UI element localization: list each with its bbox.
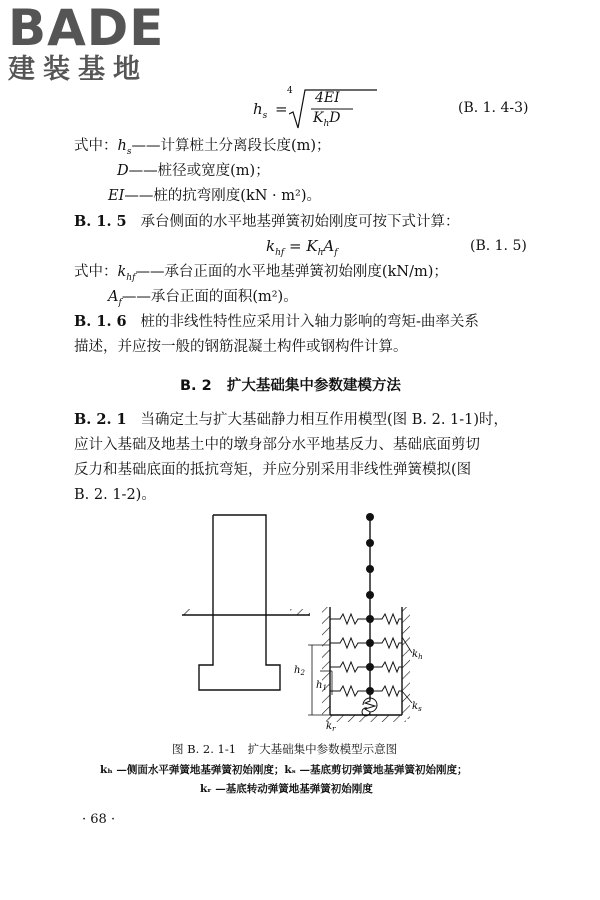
logo-brand: BADE [8,0,165,57]
pier-outline [199,515,280,690]
def-ei: EI——桩的抗弯刚度(kN · m²)。 [108,188,321,204]
clause-b16-line1: B. 1. 6 桩的非线性特性应采用计入轴力影响的弯矩-曲率关系 [74,313,479,330]
figure-b211 [180,505,440,735]
eq-lhs: h [253,100,263,118]
label-h1: $h_1$ [316,680,327,692]
eq-denom-sub: h [323,118,330,129]
section-heading: B. 2 扩大基础集中参数建模方法 [180,378,401,394]
figure-note-1: kₕ —侧面水平弹簧地基弹簧初始刚度；kₛ —基底剪切弹簧地基弹簧初始刚度； [100,764,468,776]
label-kr: $k_r$ [326,721,336,733]
label-h2: $h_2$ [294,665,305,677]
figure-note-2: kᵣ —基底转动弹簧地基弹簧初始刚度 [200,783,373,795]
eq-number-b143: (B. 1. 4-3) [458,100,529,116]
figure-caption: 图 B. 2. 1-1 扩大基础集中参数模型示意图 [172,742,398,756]
eq-number-b15: (B. 1. 5) [470,238,527,254]
page-number: · 68 · [82,812,116,827]
equation-b15: $k_{hf} = K_hA_f$ [266,237,338,258]
clause-b15: B. 1. 5 承台侧面的水平地基弹簧初始刚度可按下式计算： [74,213,460,230]
def-khf: 式中：$k_{hf}——$承台正面的水平地基弹簧初始刚度(kN/m)； [74,264,448,283]
equation-b143: $h_s$ = 4 4EI $K_hD$ [253,88,403,132]
logo-subtitle: 建装基地 [8,54,148,85]
logo [8,2,176,90]
clause-b16-line2: 描述，并应按一般的钢筋混凝土构件或钢构件计算。 [74,339,408,355]
eq-numerator: 4EI [315,90,340,106]
eq-lhs-sub: s [262,111,268,121]
def-af: $A_f——$承台正面的面积(m²)。 [108,289,298,308]
eq-denom-k: K [313,110,324,126]
clause-b21-line2: 应计入基础及地基土中的墩身部分水平地基反力、基础底面剪切 [74,437,480,453]
def-d: D——桩径或宽度(m)； [117,163,270,179]
clause-b21-line1: B. 2. 1 当确定土与扩大基础静力相互作用模型(图 B. 2. 1-1)时， [74,411,509,428]
clause-b21-line4: B. 2. 1-2)。 [74,487,156,503]
label-kh: $k_h$ [412,649,423,661]
label-ks: $k_s$ [412,701,422,713]
eq-denom-d: D [329,110,341,126]
clause-b21-line3: 反力和基础底面的抵抗弯矩，并应分别采用非线性弹簧模拟(图 [74,462,472,478]
radical-index: 4 [287,86,293,96]
def-hs: 式中：$h_s——$计算桩土分离段长度(m)； [74,138,331,157]
